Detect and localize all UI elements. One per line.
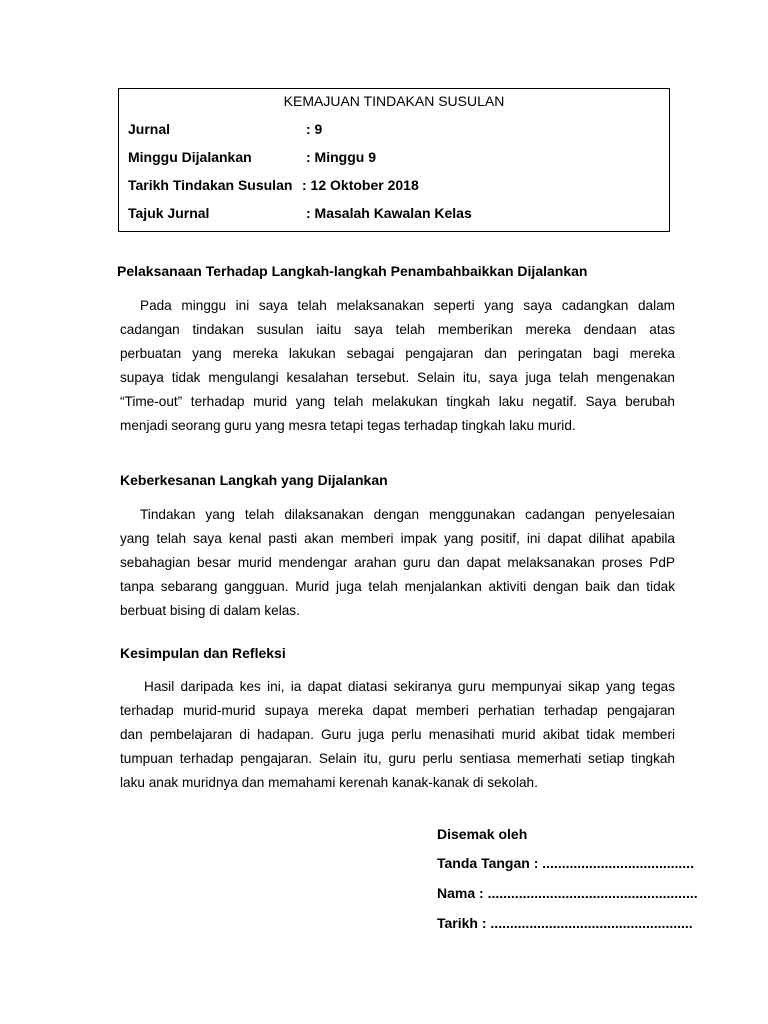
section-paragraph-keberkesanan [120, 503, 675, 623]
paragraph-line: yang telah saya kenal pasti akan memberi impak yang positif, ini dapat dilihat apabila [120, 531, 675, 546]
paragraph-line: laku anak muridnya dan memahami kerenah kanak-kanak di sekolah. [120, 775, 538, 790]
section-heading-keberkesanan: Keberkesanan Langkah yang Dijalankan [120, 472, 388, 488]
paragraph-line: sebahagian besar murid mendengar arahan guru dan dapat melaksanakan proses PdP [120, 555, 675, 570]
meta-label: Jurnal [128, 121, 171, 137]
paragraph-line: “Time-out” terhadap murid yang telah melakukan tingkah laku negatif. Saya berubah [120, 394, 675, 409]
paragraph-line: tumpuan terhadap pengajaran. Selain itu, guru perlu sentiasa memerhati setiap tingkah [120, 751, 675, 766]
signature-field: Tanda Tangan : ....................................... [437, 855, 694, 871]
paragraph-line: Pada minggu ini saya telah melaksanakan seperti yang saya cadangkan dalam [140, 298, 675, 313]
paragraph-line: menjadi seorang guru yang mesra tetapi tegas terhadap tingkah laku murid. [120, 418, 576, 433]
meta-label: Tajuk Jurnal [128, 205, 210, 221]
meta-label: Tarikh Tindakan Susulan [128, 177, 293, 193]
paragraph-line: Hasil daripada kes ini, ia dapat diatasi sekiranya guru mempunyai sikap yang tegas [144, 679, 675, 694]
header-title: KEMAJUAN TINDAKAN SUSULAN [283, 93, 505, 109]
section-paragraph-pelaksanaan [120, 294, 675, 438]
paragraph-line: Tindakan yang telah dilaksanakan dengan menggunakan cadangan penyelesaian [140, 507, 675, 522]
paragraph-line: terhadap murid-murid supaya mereka dapat memberi perhatian terhadap pengajaran [120, 703, 675, 718]
paragraph-line: berbuat bising di dalam kelas. [120, 603, 300, 618]
paragraph-line: tanpa sebarang gangguan. Murid juga telah menjalankan aktiviti dengan baik dan tidak [120, 579, 675, 594]
checked-by-label: Disemak oleh [437, 826, 528, 842]
section-heading-pelaksanaan: Pelaksanaan Terhadap Langkah-langkah Penambahbaikkan Dijalankan [117, 263, 588, 279]
meta-value: : Masalah Kawalan Kelas [306, 205, 472, 221]
meta-label: Minggu Dijalankan [128, 149, 252, 165]
meta-value: : 9 [306, 121, 323, 137]
paragraph-line: supaya tidak mengulangi kesalahan tersebut. Selain itu, saya juga telah mengenakan [120, 370, 675, 385]
meta-value: : 12 Oktober 2018 [302, 177, 419, 193]
paragraph-line: cadangan tindakan susulan iaitu saya telah memberikan mereka dendaan atas [120, 322, 675, 337]
paragraph-line: perbuatan yang mereka lakukan sebagai pengajaran dan peringatan bagi mereka [120, 346, 675, 361]
header-box [118, 88, 670, 232]
date-field: Tarikh : .................................................... [437, 915, 693, 931]
section-heading-kesimpulan: Kesimpulan dan Refleksi [120, 645, 286, 661]
section-paragraph-kesimpulan [120, 675, 675, 795]
meta-value: : Minggu 9 [306, 149, 376, 165]
paragraph-line: dan pembelajaran di hadapan. Guru juga perlu menasihati murid akibat tidak memberi [120, 727, 675, 742]
name-field: Nama : ...................................................... [437, 885, 698, 901]
